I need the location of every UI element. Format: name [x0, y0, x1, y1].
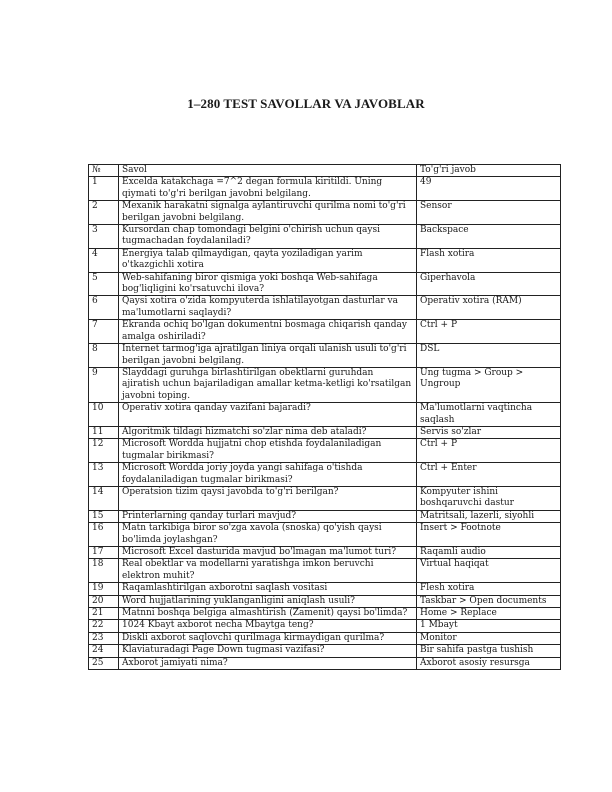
row-number: 5 [89, 272, 119, 296]
table-row [89, 272, 561, 296]
answer-cell: 49 [417, 177, 561, 201]
question-cell: Operativ xotira qanday vazifani bajaradi? [119, 403, 417, 427]
header-row [89, 165, 561, 177]
row-number: 7 [89, 320, 119, 344]
answer-cell: Giperhavola [417, 272, 561, 296]
question-cell: Microsoft Wordda joriy joyda yangi sahifaga o'tishda foydalaniladigan tugmalar birikmasi? [119, 463, 417, 487]
answer-cell: DSL [417, 344, 561, 368]
answer-cell: Flash xotira [417, 248, 561, 272]
row-number: 22 [89, 620, 119, 632]
table-row [89, 177, 561, 201]
answer-cell: Raqamli audio [417, 547, 561, 559]
answer-cell: Monitor [417, 632, 561, 644]
row-number: 4 [89, 248, 119, 272]
row-number: 10 [89, 403, 119, 427]
header-question: Savol [119, 165, 417, 177]
table-row [89, 344, 561, 368]
question-cell: Microsoft Wordda hujjatni chop etishda foydalaniladigan tugmalar birikmasi? [119, 439, 417, 463]
question-cell: Slayddagi guruhga birlashtirilgan obektlarni guruhdan ajiratish uchun bajariladigan amallar ketma-ketligi ko'rsatilgan javobni toping. [119, 367, 417, 402]
question-cell: Word hujjatlarining yuklanganligini aniqlash usuli? [119, 595, 417, 607]
table-row [89, 559, 561, 583]
row-number: 2 [89, 201, 119, 225]
table-row [89, 645, 561, 657]
row-number: 8 [89, 344, 119, 368]
table-header [89, 165, 561, 177]
table-row [89, 225, 561, 249]
question-cell: Printerlarning qanday turlari mavjud? [119, 510, 417, 522]
row-number: 13 [89, 463, 119, 487]
question-cell: Microsoft Excel dasturida mavjud bo'lmagan ma'lumot turi? [119, 547, 417, 559]
answer-cell: Ctrl + P [417, 439, 561, 463]
question-cell: Ekranda ochiq bo'lgan dokumentni bosmaga chiqarish qanday amalga oshiriladi? [119, 320, 417, 344]
question-cell: Matnni boshqa belgiga almashtirish (Zamenit) qaysi bo'limda? [119, 608, 417, 620]
table-row [89, 632, 561, 644]
table-row [89, 583, 561, 595]
answer-cell: Axborot asosiy resursga [417, 657, 561, 669]
answer-cell: Ung tugma > Group > Ungroup [417, 367, 561, 402]
question-cell: Mexanik harakatni signalga aylantiruvchi qurilma nomi to'g'ri berilgan javobni belgilang. [119, 201, 417, 225]
table-row [89, 657, 561, 669]
table-row [89, 595, 561, 607]
qa-table [88, 164, 561, 670]
question-cell: Web-sahifaning biror qismiga yoki boshqa Web-sahifaga bog'liqligini ko'rsatuvchi ilova? [119, 272, 417, 296]
table-row [89, 510, 561, 522]
question-cell: Algoritmik tildagi hizmatchi so'zlar nima deb ataladi? [119, 426, 417, 438]
answer-cell: Ctrl + Enter [417, 463, 561, 487]
table-row [89, 523, 561, 547]
answer-cell: Kompyuter ishini boshqaruvchi dastur [417, 486, 561, 510]
answer-cell: Ma'lumotlarni vaqtincha saqlash [417, 403, 561, 427]
row-number: 23 [89, 632, 119, 644]
table-row [89, 486, 561, 510]
table-row [89, 367, 561, 402]
question-cell: Klaviaturadagi Page Down tugmasi vazifasi? [119, 645, 417, 657]
answer-cell: Ctrl + P [417, 320, 561, 344]
question-cell: Kursordan chap tomondagi belgini o'chirish uchun qaysi tugmachadan foydalaniladi? [119, 225, 417, 249]
table-row [89, 320, 561, 344]
table-row [89, 620, 561, 632]
row-number: 15 [89, 510, 119, 522]
table-row [89, 426, 561, 438]
question-cell: Axborot jamiyati nima? [119, 657, 417, 669]
answer-cell: Insert > Footnote [417, 523, 561, 547]
table-row [89, 608, 561, 620]
table-row [89, 296, 561, 320]
table-row [89, 547, 561, 559]
row-number: 21 [89, 608, 119, 620]
table-row [89, 403, 561, 427]
row-number: 11 [89, 426, 119, 438]
question-cell: Raqamlashtirilgan axborotni saqlash vositasi [119, 583, 417, 595]
answer-cell: Taskbar > Open documents [417, 595, 561, 607]
document-title: 1–280 TEST SAVOLLAR VA JAVOBLAR [187, 96, 425, 111]
row-number: 6 [89, 296, 119, 320]
question-cell: 1024 Kbayt axborot necha Mbaytga teng? [119, 620, 417, 632]
row-number: 12 [89, 439, 119, 463]
answer-cell: Flesh xotira [417, 583, 561, 595]
answer-cell: Sensor [417, 201, 561, 225]
answer-cell: Home > Replace [417, 608, 561, 620]
question-cell: Matn tarkibiga biror so'zga xavola (snoska) qo'yish qaysi bo'limda joylashgan? [119, 523, 417, 547]
question-cell: Qaysi xotira o'zida kompyuterda ishlatilayotgan dasturlar va ma'lumotlarni saqlaydi? [119, 296, 417, 320]
question-cell: Excelda katakchaga =7^2 degan formula kiritildi. Uning qiymati to'g'ri berilgan javobni belgilang. [119, 177, 417, 201]
table-row [89, 248, 561, 272]
question-cell: Real obektlar va modellarni yaratishga imkon beruvchi elektron muhit? [119, 559, 417, 583]
row-number: 1 [89, 177, 119, 201]
row-number: 24 [89, 645, 119, 657]
table-row [89, 201, 561, 225]
question-cell: Energiya talab qilmaydigan, qayta yoziladigan yarim o'tkazgichli xotira [119, 248, 417, 272]
answer-cell: Operativ xotira (RAM) [417, 296, 561, 320]
answer-cell: Backspace [417, 225, 561, 249]
table-body [89, 177, 561, 670]
answer-cell: 1 Mbayt [417, 620, 561, 632]
table-row [89, 439, 561, 463]
answer-cell: Servis so'zlar [417, 426, 561, 438]
row-number: 9 [89, 367, 119, 402]
question-cell: Diskli axborot saqlovchi qurilmaga kirmaydigan qurilma? [119, 632, 417, 644]
answer-cell: Bir sahifa pastga tushish [417, 645, 561, 657]
table-row [89, 463, 561, 487]
answer-cell: Matritsali, lazerli, siyohli [417, 510, 561, 522]
row-number: 20 [89, 595, 119, 607]
answer-cell: Virtual haqiqat [417, 559, 561, 583]
header-number: № [89, 165, 119, 177]
row-number: 25 [89, 657, 119, 669]
row-number: 16 [89, 523, 119, 547]
row-number: 19 [89, 583, 119, 595]
row-number: 17 [89, 547, 119, 559]
row-number: 14 [89, 486, 119, 510]
question-cell: Internet tarmog'iga ajratilgan liniya orqali ulanish usuli to'g'ri berilgan javobni belgilang. [119, 344, 417, 368]
header-answer: To'g'ri javob [417, 165, 561, 177]
row-number: 18 [89, 559, 119, 583]
row-number: 3 [89, 225, 119, 249]
question-cell: Operatsion tizim qaysi javobda to'g'ri berilgan? [119, 486, 417, 510]
